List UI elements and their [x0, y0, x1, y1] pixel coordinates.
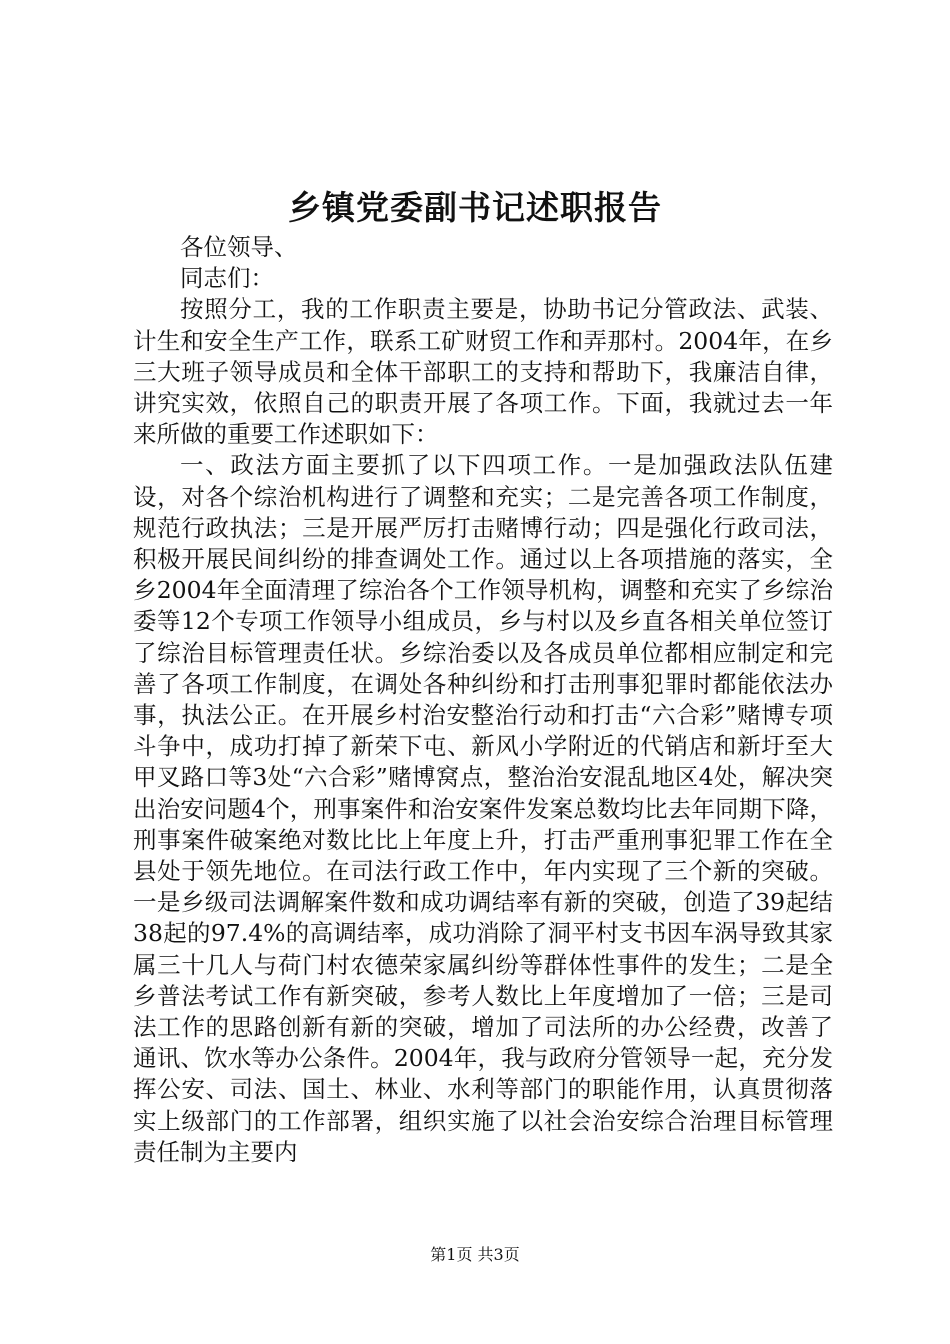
document-body: [133, 232, 833, 1168]
salutation-leaders: 各位领导、: [180, 233, 298, 261]
page-indicator: 第1页 共3页: [430, 1245, 520, 1264]
paragraph-political-law: 一、政法方面主要抓了以下四项工作。一是加强政法队伍建设，对各个综治机构进行了调整和充实；二是完善各项工作制度，规范行政执法；三是开展严厉打击赌博行动；四是强化行政司法，积极开展民间纠纷的排查调处工作。通过以上各项措施的落实，全乡2004年全面清理了综治各个工作领导机构，调整和充实了乡综治委等12个专项工作领导小组成员，乡与村以及乡直各相关单位签订了综治目标管理责任状。乡综治委以及各成员单位都相应制定和完善了各项工作制度，在调处各种纠纷和打击刑事犯罪时都能依法办事，执法公正。在开展乡村治安整治行动和打击“六合彩”赌博专项斗争中，成功打掉了新荣下屯、新风小学附近的代销店和新圩至大甲叉路口等3处“六合彩”赌博窝点，整治治安混乱地区4处，解决突出治安问题4个，刑事案件和治安案件发案总数均比去年同期下降，刑事案件破案绝对数比比上年度上升，打击严重刑事犯罪工作在全县处于领先地位。在司法行政工作中，年内实现了三个新的突破。一是乡级司法调解案件数和成功调结率有新的突破，创造了39起结38起的97.4%的高调结率，成功消除了洞平村支书因车涡导致其家属三十几人与荷门村农德荣家属纠纷等群体性事件的发生；二是全乡普法考试工作有新突破，参考人数比上年度增加了一倍；三是司法工作的思路创新有新的突破，增加了司法所的办公经费，改善了通讯、饮水等办公条件。2004年，我与政府分管领导一起，充分发挥公安、司法、国土、林业、水利等部门的职能作用，认真贯彻落实上级部门的工作部署，组织实施了以社会治安综合治理目标管理责任制为主要内: [133, 451, 833, 1166]
document-title: 乡镇党委副书记述职报告: [288, 188, 662, 227]
paragraph-duties: 按照分工，我的工作职责主要是，协助书记分管政法、武装、计生和安全生产工作，联系工矿财贸工作和弄那村。2004年，在乡三大班子领导成员和全体干部职工的支持和帮助下，我廉洁自律，讲究实效，依照自己的职责开展了各项工作。下面，我就过去一年来所做的重要工作述职如下：: [133, 295, 833, 449]
salutation-comrades: 同志们：: [180, 264, 274, 293]
